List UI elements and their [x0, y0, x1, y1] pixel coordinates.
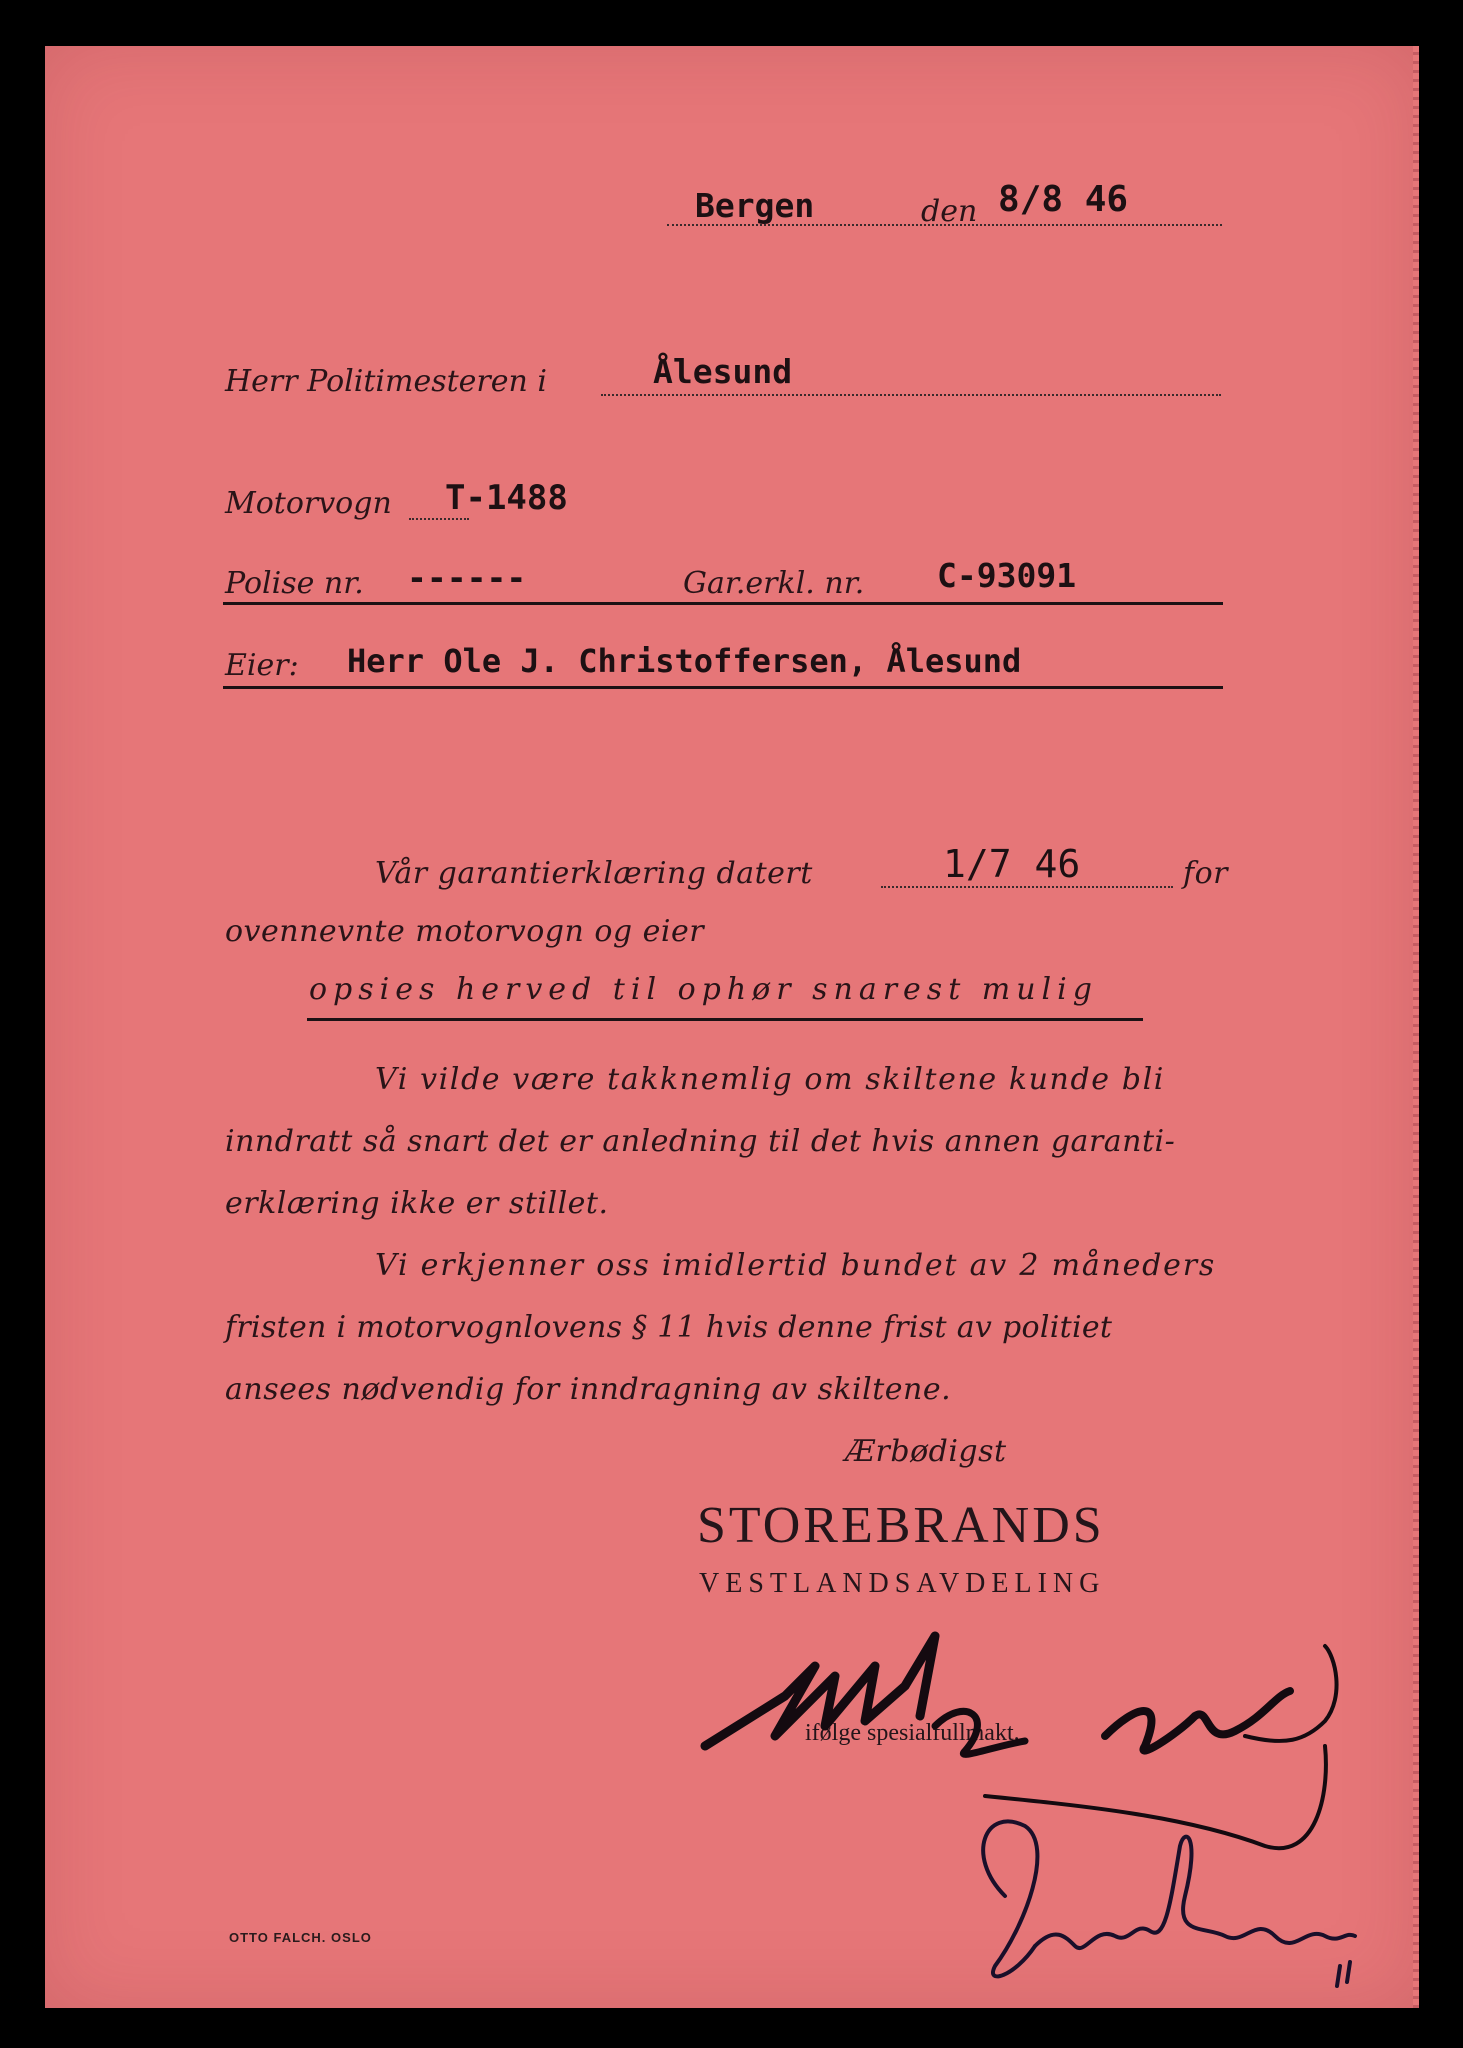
para2-line2: inndratt så snart det er anledning til det hvis annen garanti-	[225, 1124, 1176, 1159]
authority-note: ifølge spesialfullmakt.	[805, 1720, 1020, 1746]
eier-underline	[223, 686, 1223, 689]
body-line3-emphasis: opsies herved til ophør snarest mulig	[309, 972, 1098, 1007]
body-line1-a: Vår garantierklæring datert	[375, 856, 813, 891]
body-line1-b: for	[1183, 856, 1229, 891]
polise-underline	[223, 602, 1223, 605]
letter-paper	[45, 46, 1419, 2008]
place-value: Bergen	[695, 186, 815, 225]
addressee-city: Ålesund	[653, 352, 793, 391]
date-value: 8/8 46	[998, 179, 1129, 220]
body-line2: ovennevnte motorvogn og eier	[225, 914, 705, 949]
para3-line2: fristen i motorvognlovens § 11 hvis denne frist av politiet	[225, 1310, 1113, 1345]
para3-line3: ansees nødvendig for inndragning av skiltene.	[225, 1372, 952, 1407]
polise-value: ------	[407, 558, 527, 597]
para3-line1: Vi erkjenner oss imidlertid bundet av 2 måneders	[375, 1248, 1217, 1283]
motorvogn-value: T-1488	[445, 478, 568, 518]
den-label: den	[921, 194, 978, 229]
perforated-edge	[1413, 46, 1419, 2008]
body-line1-date: 1/7 46	[943, 842, 1081, 886]
motorvogn-label: Motorvogn	[225, 486, 392, 521]
eier-value: Herr Ole J. Christoffersen, Ålesund	[347, 642, 1022, 680]
printer-mark: OTTO FALCH. OSLO	[229, 1930, 372, 1945]
emphasis-underline	[307, 1018, 1143, 1021]
para2-line1: Vi vilde være takknemlig om skiltene kunde bli	[375, 1062, 1165, 1097]
company-name: STOREBRANDS	[697, 1497, 1105, 1554]
gar-erkl-label: Gar.erkl. nr.	[683, 566, 865, 601]
polise-label: Polise nr.	[225, 566, 364, 601]
signature-lower	[945, 1786, 1375, 2006]
closing-regards: Ærbødigst	[845, 1434, 1007, 1469]
para2-line3: erklæring ikke er stillet.	[225, 1186, 609, 1221]
eier-label: Eier:	[225, 648, 299, 683]
company-division: VESTLANDSAVDELING	[699, 1568, 1106, 1599]
gar-erkl-value: C-93091	[937, 556, 1077, 595]
addressee-label: Herr Politimesteren i	[225, 364, 547, 399]
